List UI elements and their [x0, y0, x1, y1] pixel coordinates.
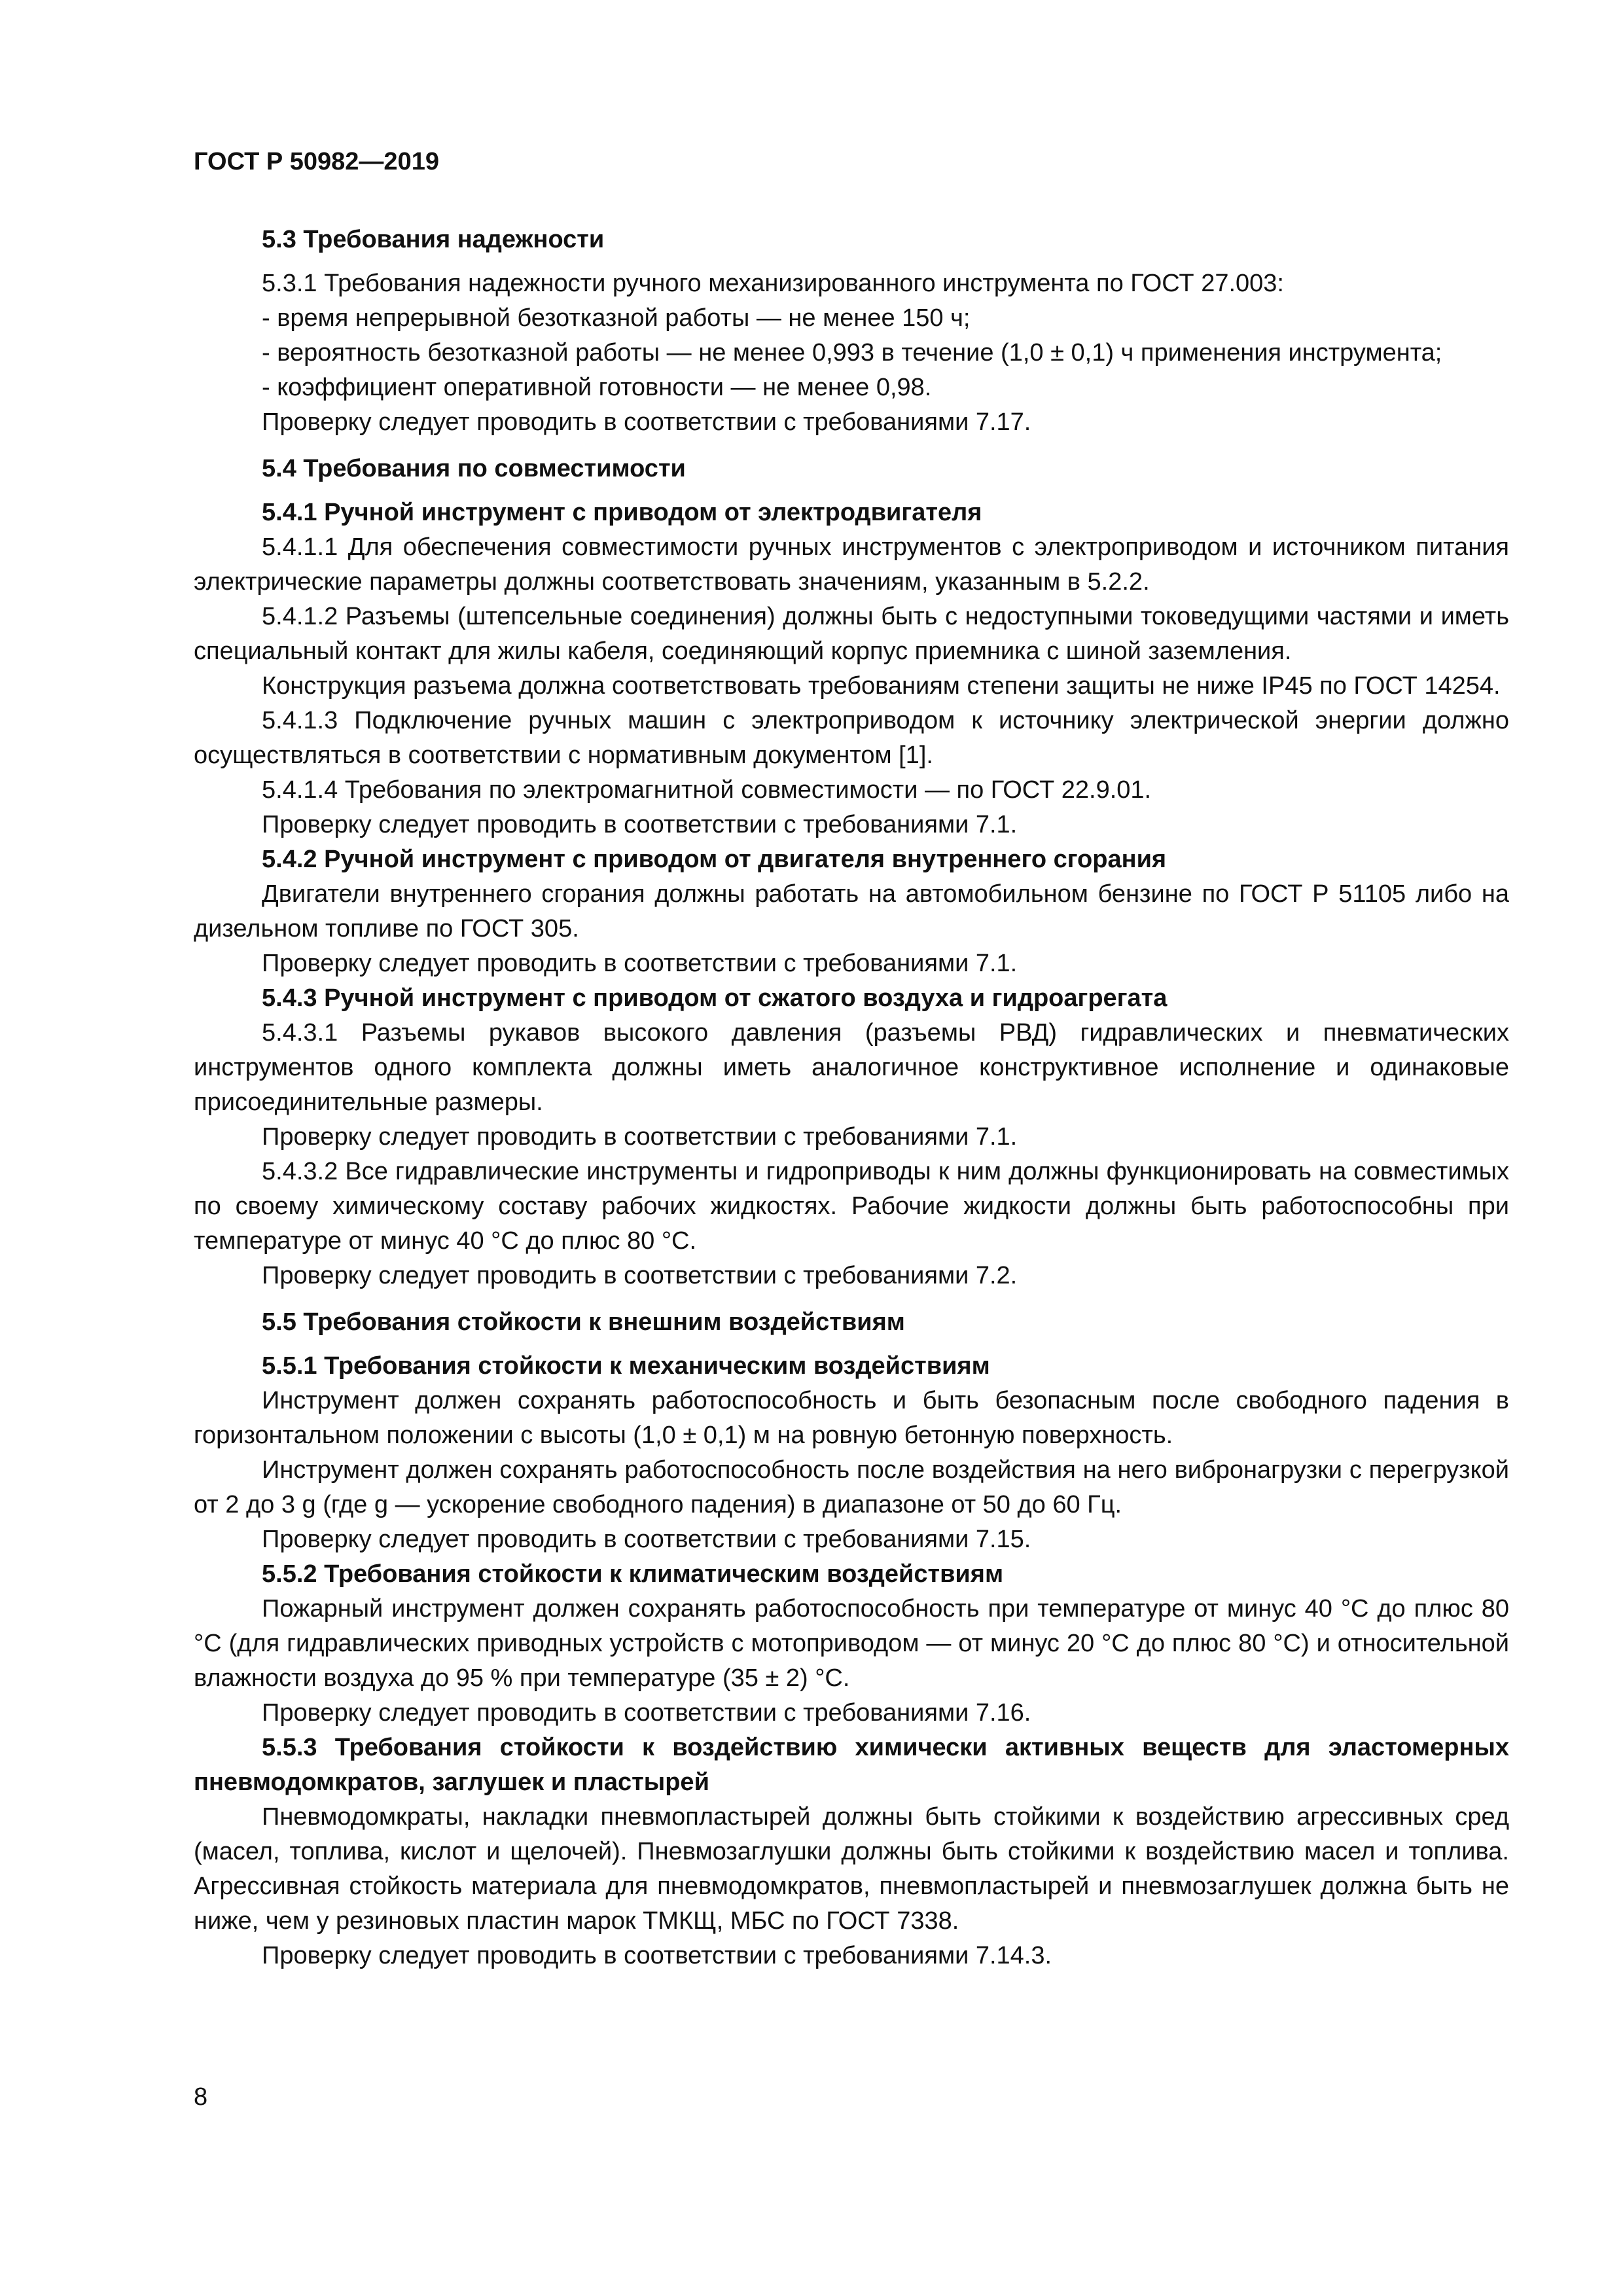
paragraph-5-4-2: Двигатели внутреннего сгорания должны работать на автомобильном бензине по ГОСТ Р 51105 либо на дизельном топливе по ГОСТ 305. — [194, 880, 1509, 942]
document-body — [194, 223, 1509, 1973]
list-item-uptime: - время непрерывной безотказной работы — не менее 150 ч; — [262, 304, 971, 332]
subsection-title-5-5-3: 5.5.3 Требования стойкости к воздействию химически активных веществ для эластомерных пневмодомкратов, заглушек и пластырей — [194, 1734, 1509, 1796]
check-note-5-5-1: Проверку следует проводить в соответствии с требованиями 7.15. — [262, 1526, 1031, 1553]
paragraph-5-4-1-3: 5.4.1.3 Подключение ручных машин с электроприводом к источнику электрической энергии должно осуществляться в соответствии с нормативным документом [1]. — [194, 707, 1509, 769]
check-note-5-4-3-1: Проверку следует проводить в соответствии с требованиями 7.1. — [262, 1123, 1018, 1151]
paragraph-5-5-1-drop: Инструмент должен сохранять работоспособность и быть безопасным после свободного падения в горизонтальном положении с высоты (1,0 ± 0,1) м на ровную бетонную поверхность. — [194, 1387, 1509, 1449]
page-number: 8 — [194, 2083, 208, 2111]
paragraph-5-5-3: Пневмодомкраты, накладки пневмопластырей должны быть стойкими к воздействию агрессивных сред (масел, топлива, кислот и щелочей). Пневмозаглушки должны быть стойкими к воздействию масел и топлива. Агрессивная стойкость материала для пневмодомкратов, пневмопластырей и пневмозаглушек должна быть не ниже, чем у резиновых пластин марок ТМКЩ, МБС по ГОСТ 7338. — [194, 1803, 1509, 1935]
paragraph-5-4-3-2: 5.4.3.2 Все гидравлические инструменты и гидроприводы к ним должны функционировать на совместимых по своему химическому составу рабочих жидкостях. Рабочие жидкости должны быть работоспособны при температуре от минус 40 °С до плюс 80 °С. — [194, 1158, 1509, 1255]
list-item-readiness: - коэффициент оперативной готовности — не менее 0,98. — [262, 374, 932, 401]
check-note-5-4-3-2: Проверку следует проводить в соответствии с требованиями 7.2. — [262, 1262, 1018, 1289]
paragraph-5-3-1: 5.3.1 Требования надежности ручного механизированного инструмента по ГОСТ 27.003: — [262, 270, 1284, 297]
section-title-5-5: 5.5 Требования стойкости к внешним воздействиям — [262, 1308, 905, 1336]
check-note-5-4-2: Проверку следует проводить в соответствии с требованиями 7.1. — [262, 950, 1018, 977]
list-item-probability: - вероятность безотказной работы — не менее 0,993 в течение (1,0 ± 0,1) ч применения инструмента; — [262, 339, 1442, 367]
paragraph-5-5-2: Пожарный инструмент должен сохранять работоспособность при температуре от минус 40 °С до плюс 80 °С (для гидравлических приводных устройств с мотоприводом — от минус 20 °С до плюс 80 °С) и относительной влажности воздуха до 95 % при температуре (35 ± 2) °С. — [194, 1595, 1509, 1692]
paragraph-5-4-1-2-connector: Конструкция разъема должна соответствовать требованиям степени защиты не ниже IP45 по ГОСТ 14254. — [262, 672, 1501, 700]
check-note-5-5-2: Проверку следует проводить в соответствии с требованиями 7.16. — [262, 1699, 1031, 1727]
paragraph-5-4-1-2: 5.4.1.2 Разъемы (штепсельные соединения) должны быть с недоступными токоведущими частями и иметь специальный контакт для жилы кабеля, соединяющий корпус приемника с шиной заземления. — [194, 603, 1509, 665]
paragraph-5-4-1-1: 5.4.1.1 Для обеспечения совместимости ручных инструментов с электроприводом и источником питания электрические параметры должны соответствовать значениям, указанным в 5.2.2. — [194, 533, 1509, 596]
check-note-5-4-1: Проверку следует проводить в соответствии с требованиями 7.1. — [262, 811, 1018, 838]
paragraph-5-5-1-vibration: Инструмент должен сохранять работоспособность после воздействия на него вибронагрузки с перегрузкой от 2 до 3 g (где g — ускорение свободного падения) в диапазоне от 50 до 60 Гц. — [194, 1456, 1509, 1518]
subsection-title-5-4-2: 5.4.2 Ручной инструмент с приводом от двигателя внутреннего сгорания — [262, 846, 1167, 873]
paragraph-5-4-1-4: 5.4.1.4 Требования по электромагнитной совместимости — по ГОСТ 22.9.01. — [262, 776, 1152, 804]
document-code-header: ГОСТ Р 50982—2019 — [194, 148, 439, 175]
check-note-5-5-3: Проверку следует проводить в соответствии с требованиями 7.14.3. — [262, 1942, 1052, 1969]
subsection-title-5-5-1: 5.5.1 Требования стойкости к механическим воздействиям — [262, 1352, 990, 1380]
section-title-5-3: 5.3 Требования надежности — [262, 226, 605, 253]
subsection-title-5-5-2: 5.5.2 Требования стойкости к климатическим воздействиям — [262, 1560, 1004, 1588]
section-title-5-4: 5.4 Требования по совместимости — [262, 455, 686, 482]
subsection-title-5-4-3: 5.4.3 Ручной инструмент с приводом от сжатого воздуха и гидроагрегата — [262, 984, 1168, 1012]
paragraph-5-4-3-1: 5.4.3.1 Разъемы рукавов высокого давления (разъемы РВД) гидравлических и пневматических инструментов одного комплекта должны иметь аналогичное конструктивное исполнение и одинаковые присоединительные размеры. — [194, 1019, 1509, 1116]
subsection-title-5-4-1: 5.4.1 Ручной инструмент с приводом от электродвигателя — [262, 499, 982, 526]
check-note-5-3: Проверку следует проводить в соответствии с требованиями 7.17. — [262, 408, 1031, 436]
